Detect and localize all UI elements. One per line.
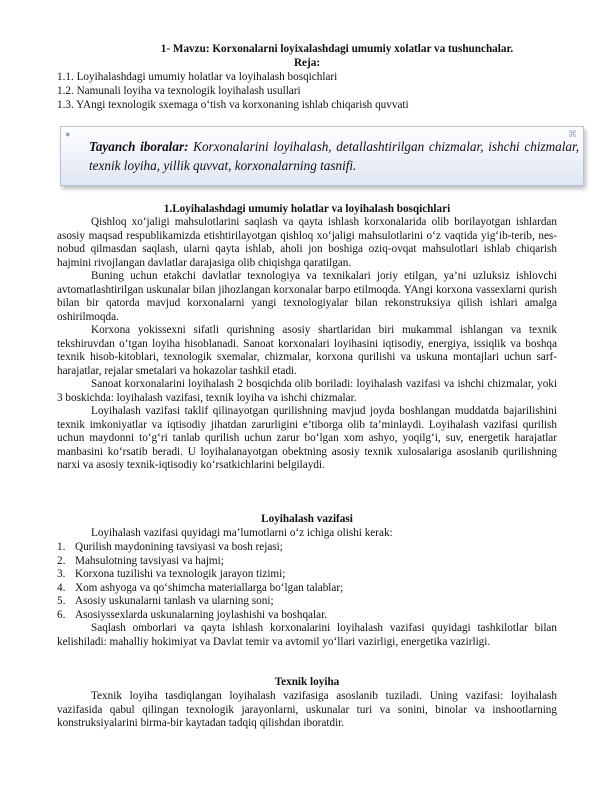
topic-title: 1- Mavzu: Korxonalarni loyixalashdagi umumiy xolatlar va tushunchalar. [160, 43, 514, 55]
requirements-list [57, 541, 557, 622]
plan-label: Reja: [293, 57, 321, 69]
paragraph-5: Loyihalash vazifasi taklif qilinayotgan qurilishning mavjud joyda boshlangan muddatda bajarilishini texnik imkoniyatlar va iqtisodiy jihatdan zarurligini e’tiborga olib ta’minlaydi. Loyihalash vazifasi qurilish uchun maydonni to‘g‘ri tanlab qurilish uchun zarur bo‘lgan xom ashyo, yoqilg‘i, suv, energetik harajatlar manbasini ko‘rsatib beradi. U loyihalanayotgan obektning asosiy texnik xulosalariga asoslanib qurilishning narxi va asosiy texnik-iqtisodiy ko‘rsatkichlarini belgilaydi. [57, 405, 557, 471]
list-item: 3. Korxona tuzilishi va texnologik jarayon tizimi; [57, 568, 286, 580]
list-item: 4. Xom ashyoga va qo‘shimcha materiallarga bo‘lgan talablar; [57, 581, 344, 594]
keywords-text [89, 137, 579, 175]
list-item: 2. Mahsulotning tavsiyasi va hajmi; [57, 554, 224, 567]
section-heading-1: 1.Loyihalashdagi umumiy holatlar va loyihalash bosqichlari [163, 203, 451, 215]
keywords-label: Tayanch iboralar: [89, 139, 189, 154]
paragraph-1: Qishloq xo‘jaligi mahsulotlarini saqlash va qayta ishlash korxonalarida olib borilayotgan ishlardan asosiy maqsad respublikamizda etishtirilayotgan qishloq xo‘jaligi mahsulotlarini o‘z vaqtida yig‘ib-terib, nes-nobud qilmasdan saqlash, ularni qayta ishlab, aholi jon boshiga oziq-ovqat mahsulotlari ishlab chiqarish hajmini rivojlangan davlatlar darajasiga olib chiqishga qaratilgan. [57, 216, 557, 269]
list-item: 1. Qurilish maydonining tavsiyasi va bosh rejasi; [57, 541, 283, 553]
plan-item-3: 1.3. YAngi texnologik sxemaga o‘tish va korxonaning ishlab chiqarish quvvati [57, 99, 409, 111]
section-heading-3: Texnik loyiha [274, 676, 340, 688]
box-anchor-icon: ● [65, 129, 71, 139]
box-corner-icon: ⌘ [568, 129, 577, 139]
section-heading-2: Loyihalash vazifasi [261, 513, 353, 525]
paragraph-closing: Saqlash omborlari va qayta ishlash korxonalarini loyihalash vazifasi quyidagi tashkilotlar bilan kelishiladi: mahalliy hokimiyat va Davlat temir va avtomil yo‘llari vazirligi, energetika vazirligi. [57, 622, 557, 648]
list-item: 6. Asosiyssexlarda uskunalarning joylashishi va boshqalar. [57, 608, 327, 621]
list-intro: Loyihalash vazifasi quyidagi ma’lumotlarni o‘z ichiga olishi kerak: [91, 527, 393, 539]
plan-item-2: 1.2. Namunali loyiha va texnologik loyihalash usullari [57, 85, 301, 97]
list-item: 5. Asosiy uskunalarni tanlash va ularning soni; [57, 595, 274, 607]
paragraph-technical: Texnik loyiha tasdiqlangan loyihalash vazifasiga asoslanib tuziladi. Uning vazifasi: loyihalash vazifasida qabul qilingan texnologik jarayonlarni, uskunalar turi va sonini, binolar va inshootlarning konstruksiyalarini birma-bir kaytadan tadqiq qilishdan iboratdir. [57, 690, 557, 729]
keywords-box [60, 126, 584, 186]
plan-item-1: 1.1. Loyihalashdagi umumiy holatlar va loyihalash bosqichlari [57, 71, 338, 83]
paragraph-3: Korxona yokissexni sifatli qurishning asosiy shartlaridan biri mukammal ishlangan va texnik tekshiruvdan o‘tgan loyiha hisoblanadi. Sanoat korxonalari loyihasini iqtisodiy, energiya, issiqlik va boshqa texnik hisob-kitoblari, texnologik sxemalar, chizmalar, korxona qurilishi va uskuna montajlari uchun sarf-harajatlar, rejalar smetalari va hokazolar tashkil etadi. [57, 324, 557, 377]
paragraph-4: Sanoat korxonalarini loyihalash 2 bosqichda olib boriladi: loyihalash vazifasi va ishchi chizmalar, yoki 3 boskichda: loyihalash vazifasi, texnik loyiha va ishchi chizmalar. [57, 378, 557, 404]
keywords-body: Korxonalarini loyihalash, detallashtirilgan chizmalar, ishchi chizmalar, texnik loyiha, yillik quvvat, korxonalarning tasnifi. [89, 139, 579, 173]
paragraph-2: Buning uchun etakchi davlatlar texnologiya va texnikalari joriy etilgan, ya’ni uzluksiz ishlovchi avtomatlashtirilgan uskunalar bilan jihozlangan korxonalar barpo etilmoqda. YAngi korxona vassexlarni qurish bilan bir qatorda mavjud korxonalarni yangi texnologiyalar bilan rekonstruksiya qilish ishlari amalga oshirilmoqda. [57, 270, 557, 323]
